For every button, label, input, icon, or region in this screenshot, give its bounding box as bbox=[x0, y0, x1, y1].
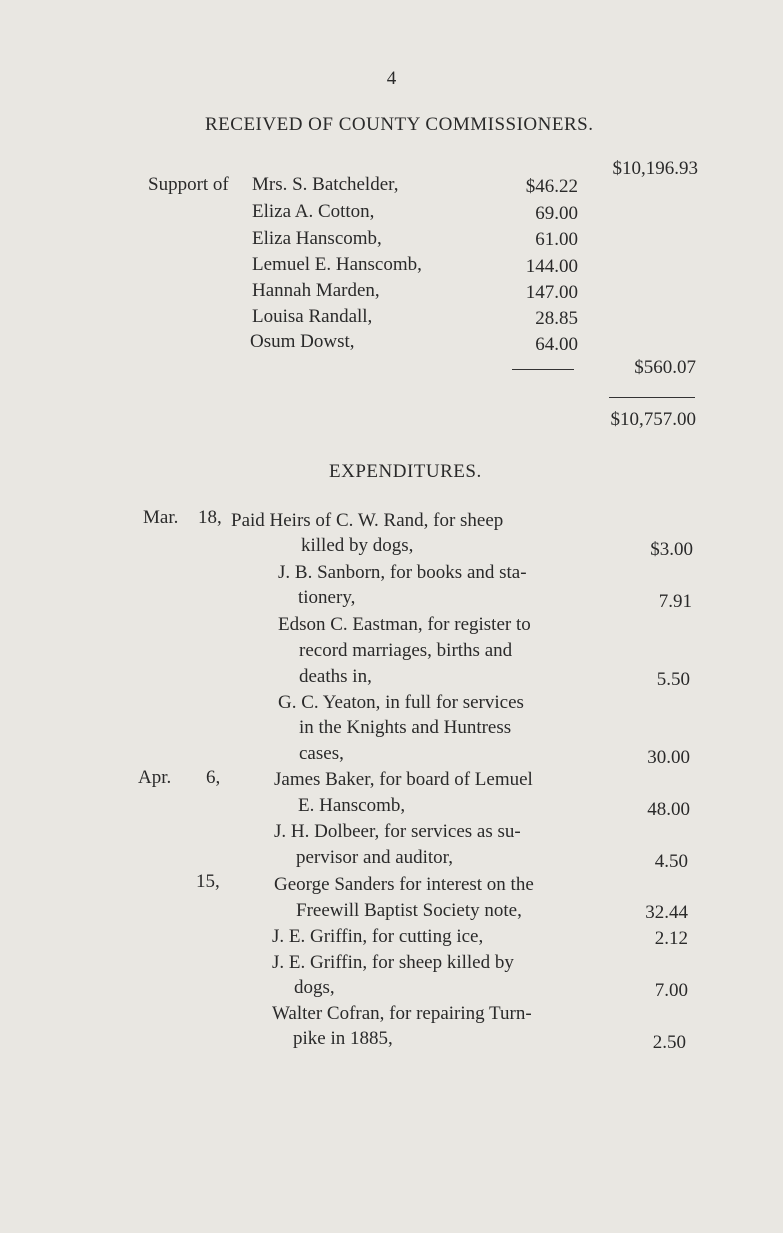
entry-line: cases, bbox=[299, 743, 344, 764]
entry-amount: 7.00 bbox=[654, 980, 688, 1001]
support-item-name: Eliza Hanscomb, bbox=[252, 228, 382, 249]
support-item-name: Osum Dowst, bbox=[250, 331, 355, 352]
entry-line: James Baker, for board of Lemuel bbox=[274, 769, 533, 790]
entry-amount: 4.50 bbox=[654, 851, 688, 872]
support-item-amount: 144.00 bbox=[525, 256, 578, 277]
entry-line: Walter Cofran, for repairing Turn- bbox=[272, 1003, 532, 1024]
support-item-name: Hannah Marden, bbox=[252, 280, 380, 301]
entry-day: 18, bbox=[198, 507, 222, 528]
entry-amount: 2.50 bbox=[652, 1032, 686, 1053]
entry-amount: 2.12 bbox=[654, 928, 688, 949]
support-item-amount: 28.85 bbox=[535, 308, 578, 329]
entry-amount: 48.00 bbox=[647, 799, 690, 820]
sum-rule bbox=[512, 369, 574, 370]
support-item-amount: 64.00 bbox=[535, 334, 578, 355]
entry-month: Mar. bbox=[143, 507, 179, 528]
entry-line: Paid Heirs of C. W. Rand, for sheep bbox=[231, 510, 504, 531]
entry-line: in the Knights and Huntress bbox=[299, 717, 512, 738]
support-item-name: Mrs. S. Batchelder, bbox=[252, 174, 399, 195]
entry-line: J. H. Dolbeer, for services as su- bbox=[274, 821, 521, 842]
expenditures-heading: EXPENDITURES. bbox=[329, 461, 482, 482]
support-label: Support of bbox=[148, 174, 229, 195]
entry-amount: 5.50 bbox=[656, 669, 690, 690]
entry-amount: 7.91 bbox=[658, 591, 692, 612]
entry-amount: 32.44 bbox=[645, 902, 688, 923]
support-item-amount: 147.00 bbox=[525, 282, 578, 303]
page-number: 4 bbox=[386, 68, 397, 89]
support-item-amount: 69.00 bbox=[535, 203, 578, 224]
entry-line: record marriages, births and bbox=[299, 640, 513, 661]
entry-line: Edson C. Eastman, for register to bbox=[278, 614, 531, 635]
received-heading: RECEIVED OF COUNTY COMMISSIONERS. bbox=[205, 114, 594, 135]
support-item-name: Eliza A. Cotton, bbox=[252, 201, 375, 222]
entry-day: 15, bbox=[196, 871, 220, 892]
support-item-name: Louisa Randall, bbox=[252, 306, 373, 327]
entry-line: deaths in, bbox=[299, 666, 372, 687]
entry-month: Apr. bbox=[138, 767, 172, 788]
entry-day: 6, bbox=[206, 767, 221, 788]
entry-line: tionery, bbox=[298, 587, 356, 608]
grand-total: $10,757.00 bbox=[610, 409, 696, 430]
total-rule bbox=[609, 397, 695, 398]
entry-amount: $3.00 bbox=[650, 539, 693, 560]
entry-line: George Sanders for interest on the bbox=[274, 874, 534, 895]
entry-line: J. E. Griffin, for cutting ice, bbox=[272, 926, 484, 947]
entry-line: Freewill Baptist Society note, bbox=[296, 900, 522, 921]
entry-line: J. B. Sanborn, for books and sta- bbox=[278, 562, 527, 583]
entry-line: G. C. Yeaton, in full for services bbox=[278, 692, 524, 713]
entry-line: killed by dogs, bbox=[301, 535, 414, 556]
entry-line: dogs, bbox=[294, 977, 335, 998]
entry-line: pervisor and auditor, bbox=[296, 847, 454, 868]
carried-total: $10,196.93 bbox=[612, 158, 698, 179]
entry-line: J. E. Griffin, for sheep killed by bbox=[272, 952, 514, 973]
entry-line: pike in 1885, bbox=[293, 1028, 393, 1049]
support-item-amount: 61.00 bbox=[535, 229, 578, 250]
entry-amount: 30.00 bbox=[647, 747, 690, 768]
support-item-amount: $46.22 bbox=[525, 176, 578, 197]
support-subtotal: $560.07 bbox=[634, 357, 696, 378]
support-item-name: Lemuel E. Hanscomb, bbox=[252, 254, 422, 275]
entry-line: E. Hanscomb, bbox=[298, 795, 406, 816]
